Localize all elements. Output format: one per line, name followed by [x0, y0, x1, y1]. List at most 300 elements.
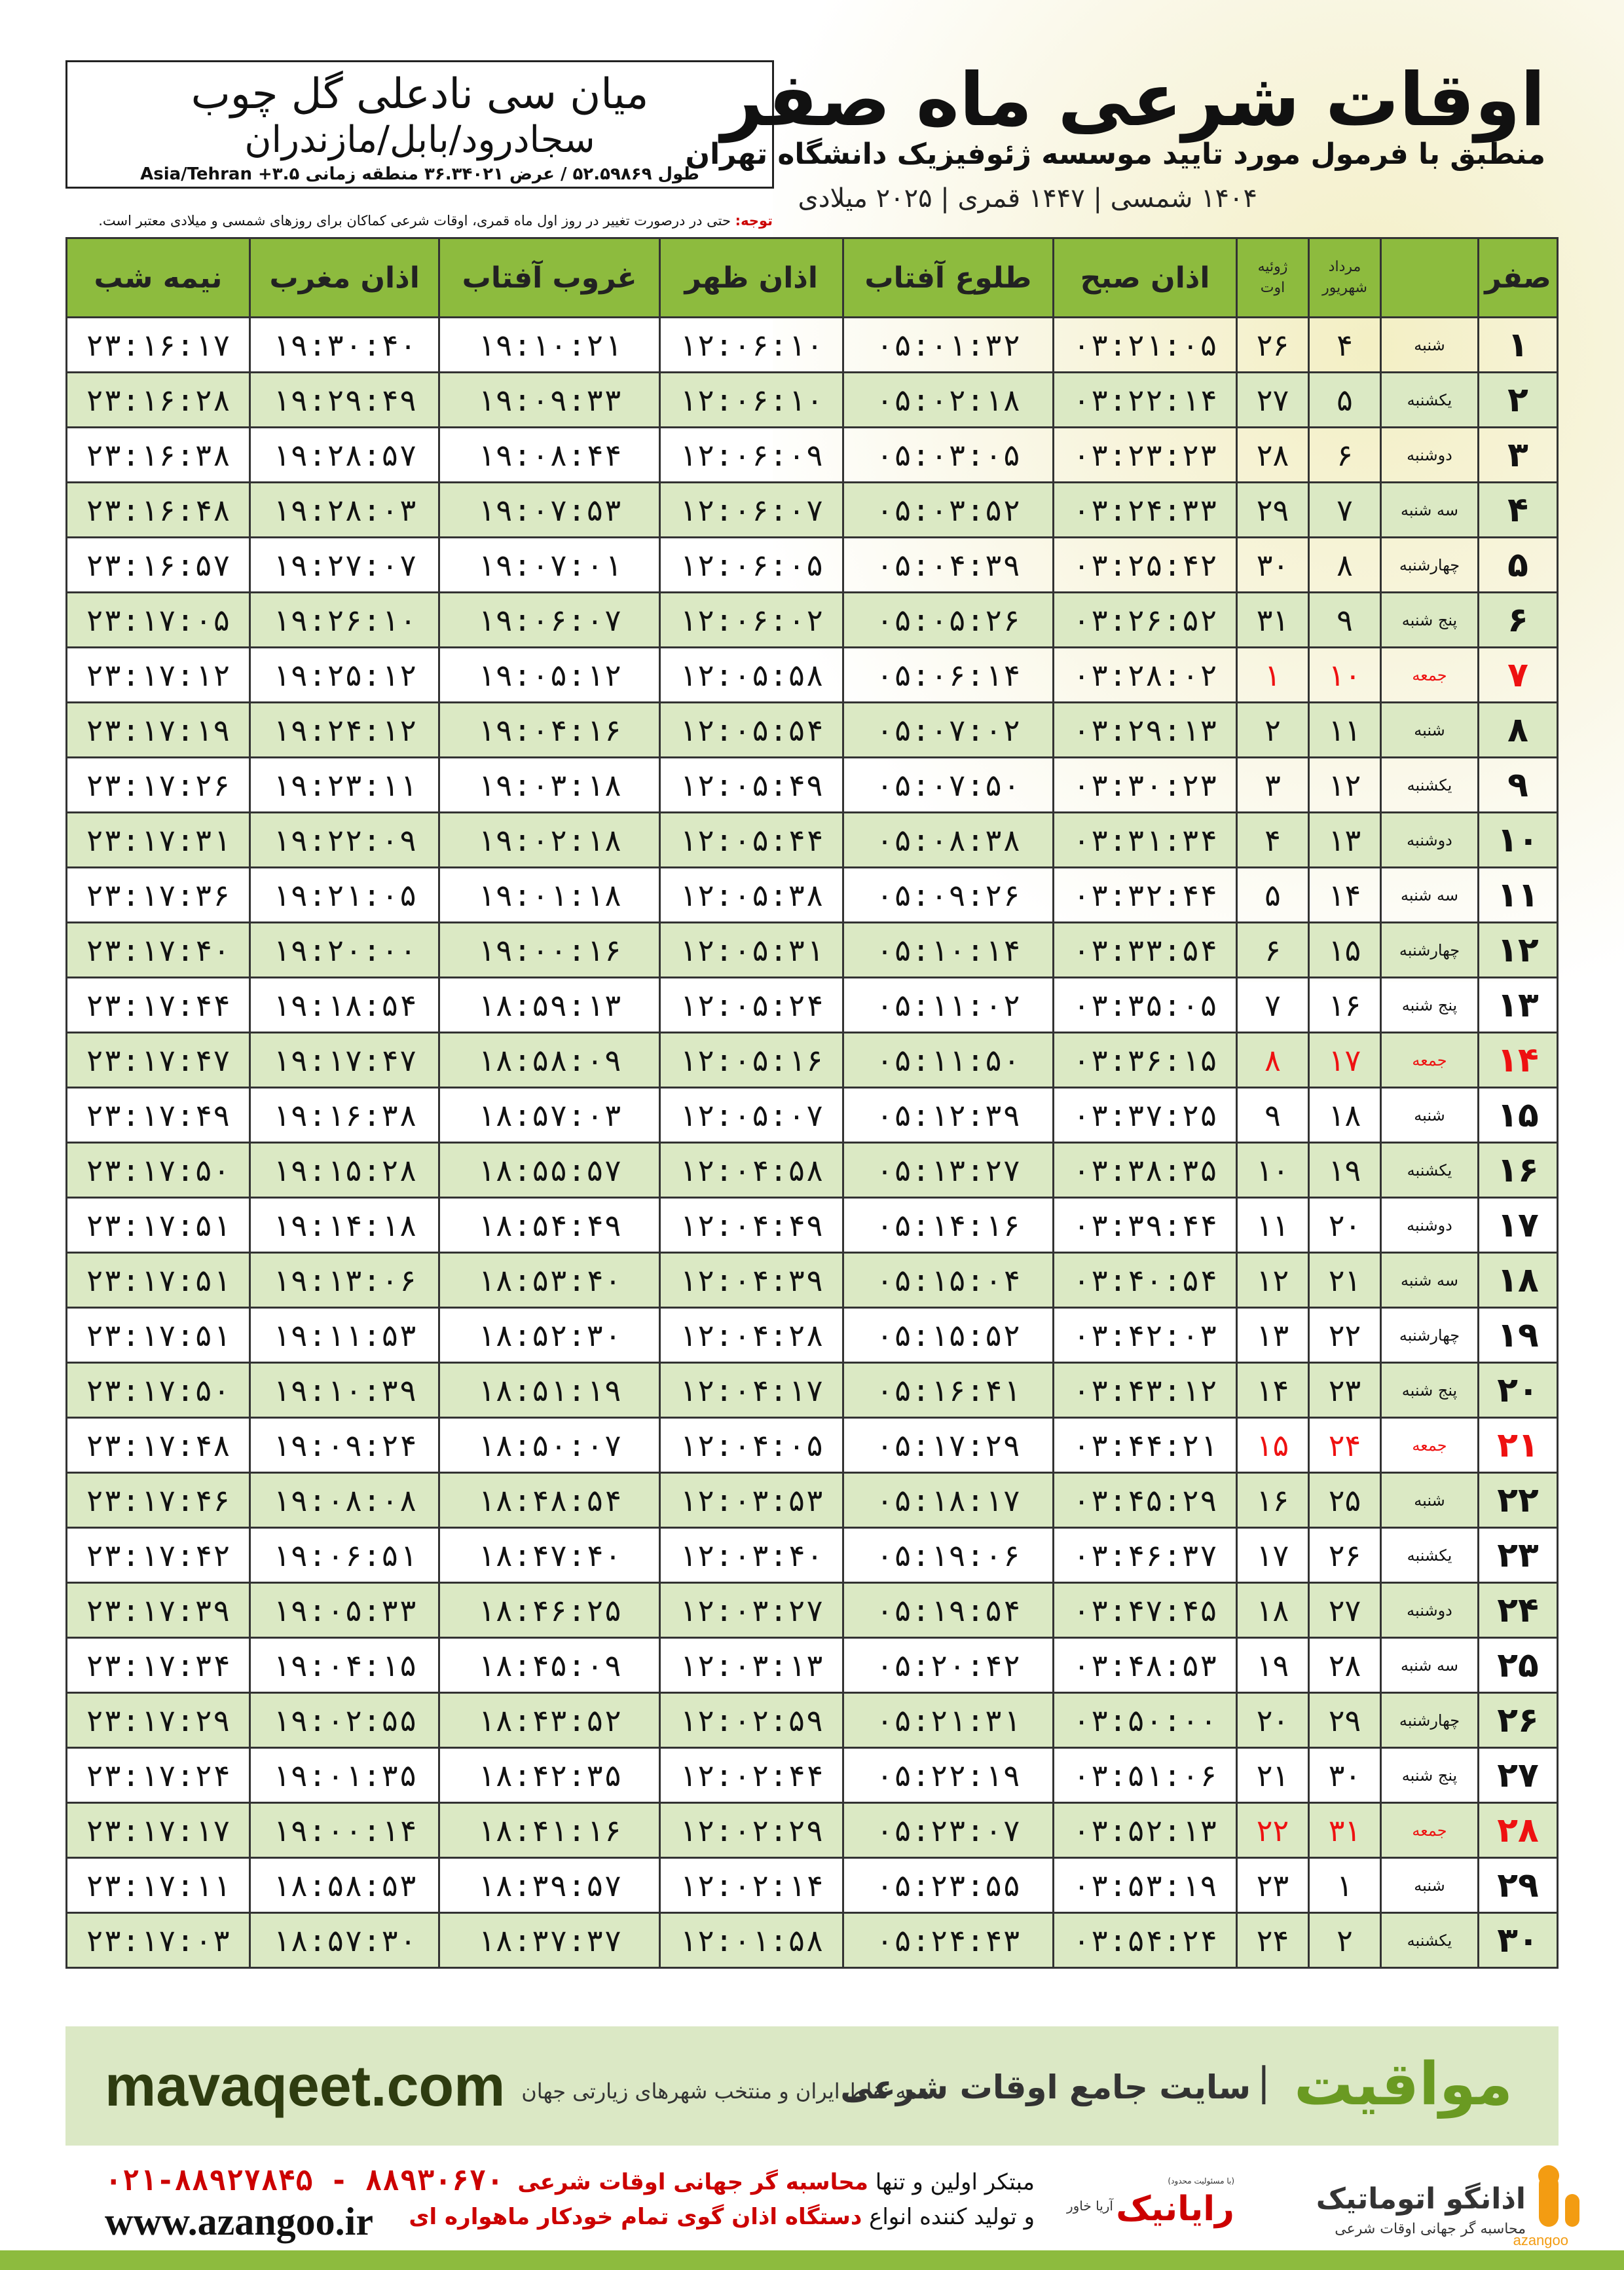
cell-fajr: ۰۳:۳۷:۲۵: [1054, 1088, 1237, 1143]
cell-sunset: ۱۸:۴۲:۳۵: [439, 1748, 659, 1803]
cell-dhuhr: ۱۲:۰۴:۳۹: [659, 1253, 843, 1308]
table-row: [67, 758, 1558, 813]
cell-sunrise: ۰۵:۱۶:۴۱: [843, 1363, 1054, 1418]
cell-weekday: یکشنبه: [1381, 1913, 1479, 1968]
cell-fajr: ۰۳:۴۵:۲۹: [1054, 1473, 1237, 1528]
cell-midnight: ۲۳:۱۷:۲۶: [67, 758, 250, 813]
cell-sunrise: ۰۵:۱۱:۰۲: [843, 978, 1054, 1033]
cell-maghrib: ۱۹:۲۶:۱۰: [249, 593, 439, 648]
cell-midnight: ۲۳:۱۶:۳۸: [67, 428, 250, 483]
cell-miladi: ۱۱: [1237, 1198, 1309, 1253]
cell-sunrise: ۰۵:۰۷:۰۲: [843, 703, 1054, 758]
cell-sunrise: ۰۵:۰۱:۳۲: [843, 318, 1054, 373]
cell-midnight: ۲۳:۱۷:۳۴: [67, 1638, 250, 1693]
cell-day: ۱۵: [1479, 1088, 1558, 1143]
cell-miladi: ۱۴: [1237, 1363, 1309, 1418]
cell-maghrib: ۱۹:۱۰:۳۹: [249, 1363, 439, 1418]
col-shamsi-bottom: شهریور: [1322, 280, 1367, 296]
cell-fajr: ۰۳:۴۷:۴۵: [1054, 1583, 1237, 1638]
cell-shamsi: ۱۸: [1309, 1088, 1381, 1143]
cell-day: ۱۲: [1479, 923, 1558, 978]
cell-dhuhr: ۱۲:۰۶:۰۹: [659, 428, 843, 483]
cell-day: ۱۸: [1479, 1253, 1558, 1308]
cell-dhuhr: ۱۲:۰۵:۲۴: [659, 978, 843, 1033]
cell-weekday: جمعه: [1381, 648, 1479, 703]
cell-midnight: ۲۳:۱۷:۳۹: [67, 1583, 250, 1638]
cell-midnight: ۲۳:۱۷:۱۹: [67, 703, 250, 758]
cell-fajr: ۰۳:۳۹:۴۴: [1054, 1198, 1237, 1253]
cell-fajr: ۰۳:۳۶:۱۵: [1054, 1033, 1237, 1088]
cell-dhuhr: ۱۲:۰۵:۳۱: [659, 923, 843, 978]
cell-maghrib: ۱۹:۳۰:۴۰: [249, 318, 439, 373]
cell-dhuhr: ۱۲:۰۴:۰۵: [659, 1418, 843, 1473]
cell-maghrib: ۱۹:۱۱:۵۳: [249, 1308, 439, 1363]
azangoo-logo: [1257, 2161, 1585, 2253]
rayanik-name: رایانیک: [1116, 2189, 1234, 2229]
cell-weekday: پنج شنبه: [1381, 1748, 1479, 1803]
cell-sunset: ۱۹:۱۰:۲۱: [439, 318, 659, 373]
cell-miladi: ۲۴: [1237, 1913, 1309, 1968]
cell-shamsi: ۲۹: [1309, 1693, 1381, 1748]
note-text: حتی در درصورت تغییر در روز اول ماه قمری، اوقات شرعی کماکان برای روزهای شمسی و میلادی معتبر است.: [98, 213, 731, 229]
cell-sunrise: ۰۵:۰۷:۵۰: [843, 758, 1054, 813]
cell-sunrise: ۰۵:۰۳:۵۲: [843, 483, 1054, 538]
cell-dhuhr: ۱۲:۰۴:۴۹: [659, 1198, 843, 1253]
cell-sunrise: ۰۵:۱۹:۵۴: [843, 1583, 1054, 1638]
table-row: [67, 813, 1558, 868]
cell-fajr: ۰۳:۲۲:۱۴: [1054, 373, 1237, 428]
col-sunset: غروب آفتاب: [439, 238, 659, 318]
cell-sunrise: ۰۵:۱۱:۵۰: [843, 1033, 1054, 1088]
cell-weekday: دوشنبه: [1381, 1583, 1479, 1638]
cell-shamsi: ۹: [1309, 593, 1381, 648]
cell-miladi: ۱۳: [1237, 1308, 1309, 1363]
cell-sunset: ۱۸:۵۳:۴۰: [439, 1253, 659, 1308]
azangoo-sub: محاسبه گر جهانی اوقات شرعی: [1335, 2221, 1526, 2237]
cell-weekday: پنج شنبه: [1381, 978, 1479, 1033]
table-row: [67, 483, 1558, 538]
cell-midnight: ۲۳:۱۷:۵۱: [67, 1198, 250, 1253]
cell-midnight: ۲۳:۱۷:۱۱: [67, 1858, 250, 1913]
cell-maghrib: ۱۹:۱۷:۴۷: [249, 1033, 439, 1088]
cell-miladi: ۲: [1237, 703, 1309, 758]
cell-midnight: ۲۳:۱۷:۵۱: [67, 1253, 250, 1308]
cell-day: ۳۰: [1479, 1913, 1558, 1968]
cell-shamsi: ۲۰: [1309, 1198, 1381, 1253]
cell-fajr: ۰۳:۵۱:۰۶: [1054, 1748, 1237, 1803]
prayer-times-table: [65, 237, 1559, 1969]
cell-weekday: یکشنبه: [1381, 758, 1479, 813]
cell-shamsi: ۵: [1309, 373, 1381, 428]
cell-sunrise: ۰۵:۲۱:۳۱: [843, 1693, 1054, 1748]
col-maghrib: اذان مغرب: [249, 238, 439, 318]
cell-miladi: ۱۰: [1237, 1143, 1309, 1198]
cell-dhuhr: ۱۲:۰۲:۴۴: [659, 1748, 843, 1803]
cell-day: ۲۲: [1479, 1473, 1558, 1528]
table-row: [67, 1913, 1558, 1968]
footer-line-2b: دستگاه اذان گوی تمام خودکار ماهواره ای: [409, 2204, 862, 2230]
col-miladi-top: ژوئیه: [1257, 259, 1288, 275]
cell-weekday: یکشنبه: [1381, 1528, 1479, 1583]
cell-miladi: ۲۶: [1237, 318, 1309, 373]
col-shamsi: [1309, 238, 1381, 318]
cell-sunrise: ۰۵:۰۴:۳۹: [843, 538, 1054, 593]
cell-maghrib: ۱۹:۰۹:۲۴: [249, 1418, 439, 1473]
footer-line-1a: مبتکر اولین و تنها: [875, 2169, 1035, 2195]
cell-maghrib: ۱۹:۲۹:۴۹: [249, 373, 439, 428]
cell-shamsi: ۱۴: [1309, 868, 1381, 923]
azangoo-name: اذانگو اتوماتیک: [1316, 2182, 1526, 2216]
cell-weekday: دوشنبه: [1381, 813, 1479, 868]
cell-shamsi: ۲۲: [1309, 1308, 1381, 1363]
cell-day: ۲: [1479, 373, 1558, 428]
cell-shamsi: ۷: [1309, 483, 1381, 538]
cell-dhuhr: ۱۲:۰۴:۱۷: [659, 1363, 843, 1418]
cell-sunset: ۱۹:۰۸:۴۴: [439, 428, 659, 483]
table-row: [67, 538, 1558, 593]
table-row: [67, 593, 1558, 648]
cell-midnight: ۲۳:۱۷:۵۱: [67, 1308, 250, 1363]
cell-weekday: سه شنبه: [1381, 483, 1479, 538]
cell-weekday: یکشنبه: [1381, 373, 1479, 428]
cell-weekday: جمعه: [1381, 1418, 1479, 1473]
cell-maghrib: ۱۸:۵۷:۳۰: [249, 1913, 439, 1968]
cell-sunrise: ۰۵:۲۳:۵۵: [843, 1858, 1054, 1913]
bottom-bar: [0, 2250, 1624, 2270]
banner-url[interactable]: mavaqeet.com: [105, 2053, 506, 2118]
cell-miladi: ۲۷: [1237, 373, 1309, 428]
cell-fajr: ۰۳:۵۴:۲۴: [1054, 1913, 1237, 1968]
rayanik-logo: [1066, 2174, 1238, 2240]
cell-fajr: ۰۳:۵۲:۱۳: [1054, 1803, 1237, 1858]
cell-fajr: ۰۳:۴۰:۵۴: [1054, 1253, 1237, 1308]
cell-shamsi: ۱۰: [1309, 648, 1381, 703]
table-row: [67, 1748, 1558, 1803]
cell-fajr: ۰۳:۳۵:۰۵: [1054, 978, 1237, 1033]
cell-day: ۱۹: [1479, 1308, 1558, 1363]
cell-sunset: ۱۸:۵۴:۴۹: [439, 1198, 659, 1253]
cell-shamsi: ۸: [1309, 538, 1381, 593]
cell-weekday: چهارشنبه: [1381, 923, 1479, 978]
cell-day: ۲۴: [1479, 1583, 1558, 1638]
cell-sunset: ۱۹:۰۴:۱۶: [439, 703, 659, 758]
cell-shamsi: ۲۷: [1309, 1583, 1381, 1638]
cell-shamsi: ۲۵: [1309, 1473, 1381, 1528]
cell-fajr: ۰۳:۳۱:۳۴: [1054, 813, 1237, 868]
cell-day: ۲۹: [1479, 1858, 1558, 1913]
cell-dhuhr: ۱۲:۰۲:۲۹: [659, 1803, 843, 1858]
cell-maghrib: ۱۹:۰۵:۳۳: [249, 1583, 439, 1638]
table-row: [67, 1638, 1558, 1693]
cell-fajr: ۰۳:۲۳:۲۳: [1054, 428, 1237, 483]
cell-dhuhr: ۱۲:۰۴:۵۸: [659, 1143, 843, 1198]
cell-maghrib: ۱۹:۰۰:۱۴: [249, 1803, 439, 1858]
col-miladi-bottom: اوت: [1260, 280, 1285, 296]
cell-shamsi: ۲۳: [1309, 1363, 1381, 1418]
cell-shamsi: ۲: [1309, 1913, 1381, 1968]
footer-line-1: [517, 2169, 1035, 2195]
cell-sunset: ۱۸:۳۷:۳۷: [439, 1913, 659, 1968]
cell-fajr: ۰۳:۲۹:۱۳: [1054, 703, 1237, 758]
table-row: [67, 1143, 1558, 1198]
cell-sunset: ۱۸:۳۹:۵۷: [439, 1858, 659, 1913]
col-weekday: [1381, 238, 1479, 318]
table-row: [67, 1858, 1558, 1913]
footer-website[interactable]: www.azangoo.ir: [105, 2200, 373, 2243]
location-region: سجادرود/بابل/مازندران: [244, 119, 595, 161]
cell-miladi: ۹: [1237, 1088, 1309, 1143]
table-row: [67, 1803, 1558, 1858]
table-row: [67, 1253, 1558, 1308]
cell-fajr: ۰۳:۲۶:۵۲: [1054, 593, 1237, 648]
cell-sunset: ۱۸:۴۷:۴۰: [439, 1528, 659, 1583]
cell-dhuhr: ۱۲:۰۶:۰۵: [659, 538, 843, 593]
cell-day: ۱۰: [1479, 813, 1558, 868]
cell-fajr: ۰۳:۴۶:۳۷: [1054, 1528, 1237, 1583]
cell-shamsi: ۱۵: [1309, 923, 1381, 978]
cell-day: ۳: [1479, 428, 1558, 483]
cell-day: ۱۴: [1479, 1033, 1558, 1088]
cell-sunset: ۱۸:۴۱:۱۶: [439, 1803, 659, 1858]
cell-sunset: ۱۸:۴۶:۲۵: [439, 1583, 659, 1638]
cell-shamsi: ۲۸: [1309, 1638, 1381, 1693]
cell-miladi: ۲۰: [1237, 1693, 1309, 1748]
cell-miladi: ۲۲: [1237, 1803, 1309, 1858]
cell-weekday: جمعه: [1381, 1803, 1479, 1858]
cell-miladi: ۳: [1237, 758, 1309, 813]
cell-maghrib: ۱۹:۰۱:۳۵: [249, 1748, 439, 1803]
cell-midnight: ۲۳:۱۷:۴۶: [67, 1473, 250, 1528]
cell-maghrib: ۱۹:۲۱:۰۵: [249, 868, 439, 923]
cell-sunrise: ۰۵:۱۸:۱۷: [843, 1473, 1054, 1528]
footer-line-2: [409, 2204, 1035, 2230]
col-fajr: اذان صبح: [1054, 238, 1237, 318]
cell-sunrise: ۰۵:۱۵:۰۴: [843, 1253, 1054, 1308]
table-row: [67, 373, 1558, 428]
cell-maghrib: ۱۹:۰۸:۰۸: [249, 1473, 439, 1528]
cell-weekday: شنبه: [1381, 1858, 1479, 1913]
cell-sunrise: ۰۵:۰۸:۳۸: [843, 813, 1054, 868]
cell-weekday: چهارشنبه: [1381, 1308, 1479, 1363]
cell-day: ۱۱: [1479, 868, 1558, 923]
cell-maghrib: ۱۹:۲۲:۰۹: [249, 813, 439, 868]
cell-midnight: ۲۳:۱۷:۴۰: [67, 923, 250, 978]
cell-weekday: یکشنبه: [1381, 1143, 1479, 1198]
cell-midnight: ۲۳:۱۷:۴۹: [67, 1088, 250, 1143]
table-row: [67, 1363, 1558, 1418]
cell-sunset: ۱۸:۵۸:۰۹: [439, 1033, 659, 1088]
cell-midnight: ۲۳:۱۷:۲۴: [67, 1748, 250, 1803]
cell-miladi: ۸: [1237, 1033, 1309, 1088]
cell-dhuhr: ۱۲:۰۵:۳۸: [659, 868, 843, 923]
cell-dhuhr: ۱۲:۰۳:۱۳: [659, 1638, 843, 1693]
cell-dhuhr: ۱۲:۰۵:۵۸: [659, 648, 843, 703]
cell-miladi: ۳۱: [1237, 593, 1309, 648]
cell-fajr: ۰۳:۵۳:۱۹: [1054, 1858, 1237, 1913]
cell-sunset: ۱۹:۰۳:۱۸: [439, 758, 659, 813]
cell-miladi: ۵: [1237, 868, 1309, 923]
cell-midnight: ۲۳:۱۷:۴۷: [67, 1033, 250, 1088]
cell-sunrise: ۰۵:۰۵:۲۶: [843, 593, 1054, 648]
table-row: [67, 318, 1558, 373]
table-row: [67, 648, 1558, 703]
table-row: [67, 1033, 1558, 1088]
banner-title: سایت جامع اوقات شرعی: [840, 2068, 1251, 2106]
cell-day: ۱: [1479, 318, 1558, 373]
cell-dhuhr: ۱۲:۰۲:۵۹: [659, 1693, 843, 1748]
cell-midnight: ۲۳:۱۷:۳۱: [67, 813, 250, 868]
cell-day: ۲۱: [1479, 1418, 1558, 1473]
cell-shamsi: ۱: [1309, 1858, 1381, 1913]
table-row: [67, 868, 1558, 923]
cell-shamsi: ۱۳: [1309, 813, 1381, 868]
cell-sunset: ۱۸:۴۵:۰۹: [439, 1638, 659, 1693]
cell-dhuhr: ۱۲:۰۶:۰۲: [659, 593, 843, 648]
cell-sunrise: ۰۵:۱۰:۱۴: [843, 923, 1054, 978]
table-row: [67, 1198, 1558, 1253]
cell-fajr: ۰۳:۲۵:۴۲: [1054, 538, 1237, 593]
cell-shamsi: ۱۷: [1309, 1033, 1381, 1088]
cell-sunrise: ۰۵:۲۰:۴۲: [843, 1638, 1054, 1693]
cell-miladi: ۱۲: [1237, 1253, 1309, 1308]
cell-miladi: ۱۵: [1237, 1418, 1309, 1473]
cell-weekday: شنبه: [1381, 1088, 1479, 1143]
cell-maghrib: ۱۹:۲۵:۱۲: [249, 648, 439, 703]
cell-fajr: ۰۳:۴۸:۵۳: [1054, 1638, 1237, 1693]
cell-weekday: چهارشنبه: [1381, 1693, 1479, 1748]
azangoo-en: azangoo: [1513, 2232, 1568, 2248]
cell-sunset: ۱۸:۵۲:۳۰: [439, 1308, 659, 1363]
cell-shamsi: ۲۱: [1309, 1253, 1381, 1308]
cell-fajr: ۰۳:۳۰:۲۳: [1054, 758, 1237, 813]
mavaqeet-logo: مواقیت: [1294, 2050, 1513, 2119]
cell-sunrise: ۰۵:۰۹:۲۶: [843, 868, 1054, 923]
cell-shamsi: ۱۲: [1309, 758, 1381, 813]
cell-maghrib: ۱۹:۱۶:۳۸: [249, 1088, 439, 1143]
cell-miladi: ۱۸: [1237, 1583, 1309, 1638]
cell-day: ۲۶: [1479, 1693, 1558, 1748]
promo-banner: [65, 2026, 1559, 2146]
col-midnight: نیمه شب: [67, 238, 250, 318]
cell-maghrib: ۱۹:۰۲:۵۵: [249, 1693, 439, 1748]
cell-miladi: ۲۳: [1237, 1858, 1309, 1913]
cell-sunset: ۱۹:۰۲:۱۸: [439, 813, 659, 868]
cell-miladi: ۳۰: [1237, 538, 1309, 593]
cell-maghrib: ۱۹:۱۵:۲۸: [249, 1143, 439, 1198]
cell-weekday: شنبه: [1381, 703, 1479, 758]
cell-maghrib: ۱۹:۱۳:۰۶: [249, 1253, 439, 1308]
cell-day: ۲۷: [1479, 1748, 1558, 1803]
cell-day: ۱۷: [1479, 1198, 1558, 1253]
cell-maghrib: ۱۹:۰۴:۱۵: [249, 1638, 439, 1693]
banner-separator: |: [1257, 2059, 1270, 2105]
rayanik-tag: (با مسئولیت محدود): [1168, 2176, 1234, 2186]
cell-miladi: ۴: [1237, 813, 1309, 868]
table-row: [67, 1308, 1558, 1363]
cell-fajr: ۰۳:۲۴:۳۳: [1054, 483, 1237, 538]
cell-weekday: جمعه: [1381, 1033, 1479, 1088]
cell-midnight: ۲۳:۱۷:۳۶: [67, 868, 250, 923]
cell-dhuhr: ۱۲:۰۶:۰۷: [659, 483, 843, 538]
table-row: [67, 1473, 1558, 1528]
cell-maghrib: ۱۹:۰۶:۵۱: [249, 1528, 439, 1583]
cell-fajr: ۰۳:۴۳:۱۲: [1054, 1363, 1237, 1418]
cell-day: ۲۸: [1479, 1803, 1558, 1858]
cell-miladi: ۲۸: [1237, 428, 1309, 483]
cell-midnight: ۲۳:۱۷:۴۸: [67, 1418, 250, 1473]
cell-dhuhr: ۱۲:۰۱:۵۸: [659, 1913, 843, 1968]
cell-shamsi: ۱۹: [1309, 1143, 1381, 1198]
cell-sunrise: ۰۵:۱۵:۵۲: [843, 1308, 1054, 1363]
cell-day: ۸: [1479, 703, 1558, 758]
cell-dhuhr: ۱۲:۰۵:۰۷: [659, 1088, 843, 1143]
cell-midnight: ۲۳:۱۷:۰۵: [67, 593, 250, 648]
cell-weekday: پنج شنبه: [1381, 593, 1479, 648]
cell-midnight: ۲۳:۱۶:۲۸: [67, 373, 250, 428]
cell-midnight: ۲۳:۱۷:۴۲: [67, 1528, 250, 1583]
cell-shamsi: ۱۶: [1309, 978, 1381, 1033]
page-subtitle: منطبق با فرمول مورد تایید موسسه ژئوفیزیک دانشگاه تهران: [685, 138, 1545, 171]
note: [52, 213, 773, 229]
cell-dhuhr: ۱۲:۰۴:۲۸: [659, 1308, 843, 1363]
cell-miladi: ۱: [1237, 648, 1309, 703]
table-row: [67, 428, 1558, 483]
cell-day: ۲۰: [1479, 1363, 1558, 1418]
cell-sunrise: ۰۵:۲۳:۰۷: [843, 1803, 1054, 1858]
cell-midnight: ۲۳:۱۶:۵۷: [67, 538, 250, 593]
location-box: [65, 60, 774, 189]
cell-day: ۹: [1479, 758, 1558, 813]
cell-maghrib: ۱۹:۲۸:۵۷: [249, 428, 439, 483]
cell-midnight: ۲۳:۱۷:۱۷: [67, 1803, 250, 1858]
table-row: [67, 1583, 1558, 1638]
cell-weekday: سه شنبه: [1381, 1253, 1479, 1308]
cell-sunset: ۱۸:۵۹:۱۳: [439, 978, 659, 1033]
cell-dhuhr: ۱۲:۰۵:۴۹: [659, 758, 843, 813]
cell-shamsi: ۱۱: [1309, 703, 1381, 758]
cell-midnight: ۲۳:۱۷:۰۳: [67, 1913, 250, 1968]
cell-day: ۵: [1479, 538, 1558, 593]
col-dhuhr: اذان ظهر: [659, 238, 843, 318]
col-day: صفر: [1479, 238, 1558, 318]
cell-dhuhr: ۱۲:۰۳:۴۰: [659, 1528, 843, 1583]
cell-miladi: ۱۷: [1237, 1528, 1309, 1583]
cell-shamsi: ۳۰: [1309, 1748, 1381, 1803]
date-line: ۱۴۰۴ شمسی | ۱۴۴۷ قمری | ۲۰۲۵ میلادی: [798, 183, 1257, 214]
note-label: توجه:: [735, 213, 773, 229]
cell-sunset: ۱۸:۴۸:۵۴: [439, 1473, 659, 1528]
cell-midnight: ۲۳:۱۷:۱۲: [67, 648, 250, 703]
table-row: [67, 923, 1558, 978]
cell-midnight: ۲۳:۱۷:۴۴: [67, 978, 250, 1033]
cell-day: ۶: [1479, 593, 1558, 648]
cell-sunset: ۱۸:۵۰:۰۷: [439, 1418, 659, 1473]
cell-sunrise: ۰۵:۲۴:۴۳: [843, 1913, 1054, 1968]
cell-sunrise: ۰۵:۱۲:۳۹: [843, 1088, 1054, 1143]
cell-day: ۲۵: [1479, 1638, 1558, 1693]
cell-weekday: سه شنبه: [1381, 868, 1479, 923]
cell-shamsi: ۴: [1309, 318, 1381, 373]
table-row: [67, 1528, 1558, 1583]
cell-shamsi: ۲۴: [1309, 1418, 1381, 1473]
cell-fajr: ۰۳:۲۱:۰۵: [1054, 318, 1237, 373]
cell-maghrib: ۱۹:۱۸:۵۴: [249, 978, 439, 1033]
cell-day: ۱۶: [1479, 1143, 1558, 1198]
cell-shamsi: ۶: [1309, 428, 1381, 483]
cell-maghrib: ۱۹:۲۰:۰۰: [249, 923, 439, 978]
location-name: میان سی نادعلی گل چوب: [191, 70, 649, 119]
cell-sunset: ۱۹:۰۷:۵۳: [439, 483, 659, 538]
